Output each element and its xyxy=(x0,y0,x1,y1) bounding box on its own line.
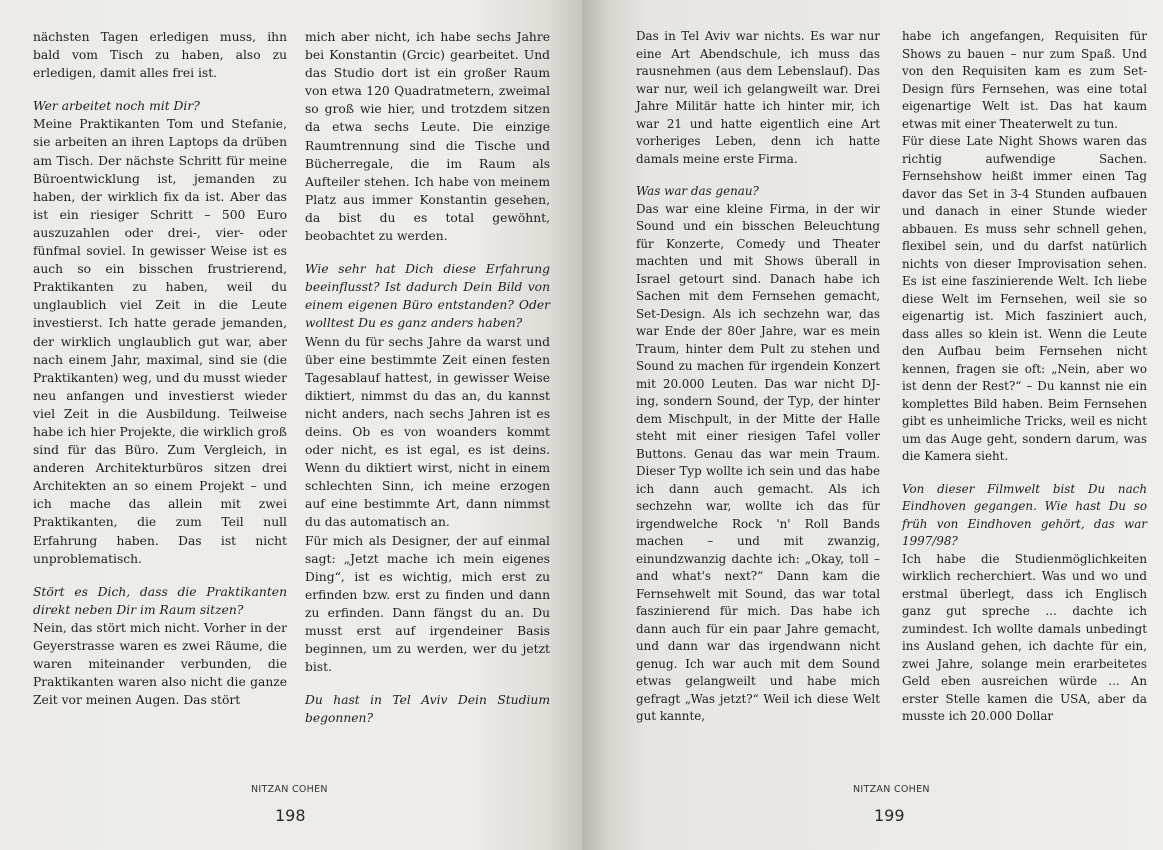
page-number: 199 xyxy=(874,806,905,825)
interview-answer: Für mich als Designer, der auf einmal sagt: „Jetzt mache ich mein eigenes Ding“, ist es wichtig, mich erst zu erfinden bzw. erst zu finden und dann zu erfinden. Dann fängst du an. Du musst erst auf irgendeiner Basis beginnen, um zu werden, wer du jetzt bist. xyxy=(305,533,550,675)
interview-question: Wer arbeitet noch mit Dir? xyxy=(33,99,200,114)
interview-answer: Nein, das stört mich nicht. Vorher in der Geyerstrasse waren es zwei Räume, die waren miteinander verbunden, die Praktikanten waren also nicht die ganze Zeit vor meinen Augen. Das stört xyxy=(33,620,287,708)
right-column-1 xyxy=(636,28,880,726)
interview-question: Wie sehr hat Dich diese Erfahrung beeinflusst? Ist dadurch Dein Bild von einem eigenen Büro entstanden? Oder wolltest Du es ganz anders haben? xyxy=(305,262,550,331)
right-page xyxy=(582,0,1163,850)
page-footer-author: NITZAN COHEN xyxy=(853,784,930,795)
interview-answer: Für diese Late Night Shows waren das richtig aufwendige Sachen. Fernsehshow heißt immer einen Tag davor das Set in 3-4 Stunden aufbauen und danach in einer Stunde wieder abbauen. Es muss sehr schnell gehen, flexibel sein, und du darfst natürlich nichts von dieser Improvisation sehen. Es ist eine faszinierende Welt. Ich liebe diese Welt im Fernsehen, weil sie so eigenartig ist. Mich fasziniert auch, dass alles so klein ist. Wenn die Leute den Aufbau beim Fernsehen nicht kennen, fragen sie oft: „Nein, aber wo ist denn der Rest?“ – Du kannst nie ein komplettes Bild haben. Beim Fernsehen gibt es unheimliche Tricks, weil es nicht um das Auge geht, sondern darum, was die Kamera sieht. xyxy=(902,134,1147,463)
interview-question: Von dieser Filmwelt bist Du nach Eindhoven gegangen. Wie hast Du so früh von Eindhoven gehört, das war 1997/98? xyxy=(902,481,1147,548)
page-footer-author: NITZAN COHEN xyxy=(251,784,328,795)
interview-question: Stört es Dich, dass die Praktikanten direkt neben Dir im Raum sitzen? xyxy=(33,584,287,617)
interview-answer: habe ich angefangen, Requisiten für Shows zu bauen – nur zum Spaß. Und von den Requisiten kam es zum Set-Design fürs Fernsehen, was eine total eigenartige Welt ist. Das hat kaum etwas mit einer Theaterwelt zu tun. xyxy=(902,29,1147,131)
left-column-1 xyxy=(33,28,287,709)
page-number: 198 xyxy=(275,806,306,825)
interview-answer: Das in Tel Aviv war nichts. Es war nur eine Art Abendschule, ich muss das rausnehmen (aus dem Lebenslauf). Das war nur, weil ich gelangweilt war. Drei Jahre Militär hatte ich hinter mir, ich war 21 und hatte eigentlich eine Art vorheriges Leben, denn ich hatte damals meine erste Firma. xyxy=(636,29,880,166)
interview-question: Du hast in Tel Aviv Dein Studium begonnen? xyxy=(305,693,550,726)
interview-question: Was war das genau? xyxy=(636,184,759,198)
interview-answer: Meine Praktikanten Tom und Stefanie, sie arbeiten an ihren Laptops da drüben am Tisch. Der nächste Schritt für meine Büroentwicklung ist, jemanden zu haben, der wirklich fix da ist. Aber das ist ein riesiger Schritt – 500 Euro auszuzahlen oder drei-, vier- oder fünfmal soviel. In gewisser Weise ist es auch so ein bisschen frustrierend, Praktikanten zu haben, weil du unglaublich viel Zeit in die Leute investierst. Ich hatte gerade jemanden, der wirklich unglaublich gut war, aber nach einem Jahr, maximal, sind sie (die Praktikanten) weg, und du musst wieder neu anfangen und investierst wieder viel Zeit in die Ausbildung. Teilweise habe ich hier Projekte, die wirklich groß sind für das Büro. Zum Vergleich, in anderen Architekturbüros sitzen drei Architekten an so einem Projekt – und ich mache das allein mit zwei Praktikanten, die zum Teil null Erfahrung haben. Das ist nicht unproblematisch. xyxy=(33,117,287,566)
interview-answer: Ich habe die Studienmöglichkeiten wirklich recherchiert. Was und wo und erstmal überlegt, dass ich Englisch ganz gut spreche ... dachte ich zumindest. Ich wollte damals unbedingt ins Ausland gehen, ich dachte für ein, zwei Jahre, solange mein erarbeitetes Geld eben ausreichen würde ... An erster Stelle kamen die USA, aber da musste ich 20.000 Dollar xyxy=(902,551,1147,723)
left-column-2 xyxy=(305,28,550,727)
interview-answer: nächsten Tagen erledigen muss, ihn bald vom Tisch zu haben, also zu erledigen, damit alles frei ist. xyxy=(33,30,287,81)
interview-answer: Wenn du für sechs Jahre da warst und über eine bestimmte Zeit einen festen Tagesablauf hattest, in gewisser Weise diktiert, nimmst du das an, du kannst nicht anders, nach sechs Jahren ist es deins. Ob es von woanders kommt oder nicht, es ist egal, es ist deins. Wenn du diktiert wirst, nicht in einem schlechten Sinn, ich meine erzogen auf eine bestimmte Art, dann nimmst du das automatisch an. xyxy=(305,334,550,530)
right-column-2 xyxy=(902,28,1147,726)
interview-answer: Das war eine kleine Firma, in der wir Sound und ein bisschen Beleuchtung für Konzerte, Comedy und Theater machten und mit Shows überall in Israel getourt sind. Danach habe ich Sachen mit dem Fernsehen gemacht, Set-Design. Als ich sechzehn war, das war Ende der 80er Jahre, war es mein Traum, hinter dem Pult zu stehen und Sound zu machen für irgendein Konzert mit 20.000 Leuten. Das war nicht DJ-ing, sondern Sound, der Typ, der hinter dem Mischpult, in der Mitte der Halle steht mit einer riesigen Tafel voller Buttons. Genau das war mein Traum. Dieser Typ wollte ich sein und das habe ich dann auch gemacht. Als ich sechzehn war, wollte ich das für irgendwelche Rock 'n' Roll Bands machen – und mit zwanzig, einundzwanzig dachte ich: „Okay, toll – and what's next?“ Dann kam die Fernsehwelt mit Sound, das war total faszinierend für mich. Das habe ich dann auch für ein paar Jahre gemacht, und dann war das irgendwann nicht genug. Ich war auch mit dem Sound etwas gelangweilt und habe mich gefragt „Was jetzt?“ Weil ich diese Welt gut kannte, xyxy=(636,201,880,723)
interview-answer: mich aber nicht, ich habe sechs Jahre bei Konstantin (Grcic) gearbeitet. Und das Studio dort ist ein großer Raum von etwa 120 Quadratmetern, zweimal so groß wie hier, und trotzdem sitzen da etwa sechs Leute. Die einzige Raumtrennung sind die Tische und Bücherregale, die im Raum als Aufteiler stehen. Ich habe von meinem Platz aus immer Konstantin gesehen, da bist du es total gewöhnt, beobachtet zu werden. xyxy=(305,30,550,244)
